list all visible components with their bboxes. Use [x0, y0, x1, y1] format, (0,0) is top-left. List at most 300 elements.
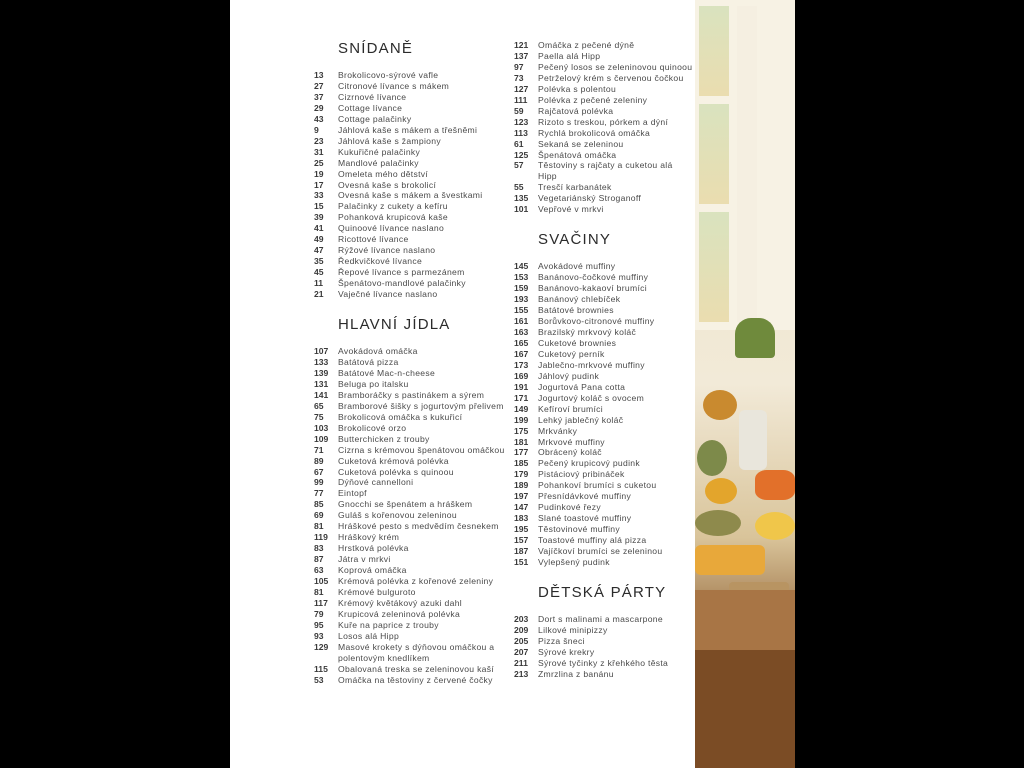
- milk-jar-decoration: [739, 410, 767, 470]
- recipe-entry: [514, 480, 694, 491]
- recipe-entry: [514, 404, 694, 415]
- recipe-title: Paella alá Hipp: [538, 50, 601, 61]
- recipe-entry: [314, 521, 514, 532]
- page-number: 203: [514, 613, 529, 624]
- recipe-entry: [314, 92, 514, 103]
- recipe-title: Banánovo-čočkové muffiny: [538, 272, 649, 283]
- page-number: 55: [514, 182, 524, 193]
- recipe-title: Hrstková polévka: [338, 543, 409, 554]
- recipe-entry: [314, 499, 514, 510]
- recipe-entry: [314, 598, 514, 609]
- recipe-title: Mrkvánky: [538, 425, 578, 436]
- recipe-title: Dýňové cannelloni: [338, 477, 414, 488]
- page-number: 195: [514, 524, 529, 535]
- recipe-title: Těstoviny s rajčaty a cuketou alá Hipp: [538, 160, 673, 182]
- recipe-title: Borůvkovo-citronové muffiny: [538, 316, 655, 327]
- page-number: 35: [314, 256, 324, 267]
- recipe-entry: [514, 117, 694, 128]
- page-number: 75: [314, 411, 324, 422]
- page-number: 141: [314, 389, 329, 400]
- page-number: 93: [314, 630, 324, 641]
- recipe-entry: [514, 458, 694, 469]
- recipe-title: Špenátovo-mandlové palačinky: [338, 278, 466, 289]
- page-number: 105: [314, 576, 329, 587]
- page-number: 169: [514, 370, 529, 381]
- recipe-entry: [314, 136, 514, 147]
- page-number: 133: [314, 356, 329, 367]
- plant-decoration: [735, 318, 775, 358]
- recipe-entry: [314, 445, 514, 456]
- recipe-entry: [514, 349, 694, 360]
- recipe-title: Cuketové brownies: [538, 337, 617, 348]
- recipe-title: Jogurtový koláč s ovocem: [538, 392, 645, 403]
- recipe-entry: [314, 401, 514, 412]
- recipe-title: Pohankoví brumíci s cuketou: [538, 480, 657, 491]
- page-number: 29: [314, 102, 324, 113]
- recipe-entry: [514, 393, 694, 404]
- recipe-title: Cizrnové lívance: [338, 91, 407, 102]
- orange-decoration: [705, 478, 737, 504]
- recipe-entry: [314, 158, 514, 169]
- recipe-title: Bramboráčky s pastinákem a sýrem: [338, 389, 485, 400]
- page-number: 121: [514, 40, 529, 50]
- recipe-entry: [314, 245, 514, 256]
- recipe-entry: [314, 278, 514, 289]
- page-number: 205: [514, 635, 529, 646]
- recipe-title: Rýžové lívance naslano: [338, 245, 436, 256]
- page-number: 189: [514, 480, 529, 491]
- index-section: [514, 584, 694, 680]
- recipe-title: Špenátová omáčka: [538, 149, 617, 160]
- page-number: 23: [314, 135, 324, 146]
- recipe-entry: [514, 415, 694, 426]
- recipe-entry: [314, 390, 514, 401]
- recipe-entry: [314, 576, 514, 587]
- recipe-entry: [514, 193, 694, 204]
- recipe-title: Jablečno-mrkvové muffiny: [538, 359, 645, 370]
- recipe-entry: [314, 289, 514, 300]
- recipe-entry: [314, 412, 514, 423]
- page-number: 165: [514, 337, 529, 348]
- recipe-entry: [314, 114, 514, 125]
- recipe-title: Cuketová polévka s quinoou: [338, 466, 454, 477]
- page-number: 153: [514, 272, 529, 283]
- recipe-list: [314, 70, 514, 300]
- section-heading: DĚTSKÁ PÁRTY: [538, 583, 667, 601]
- recipe-title: Hráškové pesto s medvědím česnekem: [338, 521, 499, 532]
- page-number: 139: [314, 367, 329, 378]
- table-top: [695, 590, 795, 650]
- page-number: 163: [514, 326, 529, 337]
- recipe-entry: [314, 201, 514, 212]
- recipe-title: Cizrna s krémovou špenátovou omáčkou: [338, 444, 505, 455]
- recipe-title: Omáčka na těstoviny z červené čočky: [338, 674, 493, 685]
- page-number: 37: [314, 91, 324, 102]
- page-number: 11: [314, 278, 324, 289]
- recipe-title: Vajíčkoví brumíci se zeleninou: [538, 546, 663, 557]
- page-number: 65: [314, 400, 324, 411]
- recipe-title: Ovesná kaše s mákem a švestkami: [338, 190, 483, 201]
- recipe-entry: [314, 456, 514, 467]
- recipe-title: Brokolicovo-sýrové vafle: [338, 70, 439, 80]
- recipe-title: Losos alá Hipp: [338, 630, 400, 641]
- section-heading: HLAVNÍ JÍDLA: [338, 316, 451, 334]
- page-number: 27: [314, 80, 324, 91]
- recipe-title: Butterchicken z trouby: [338, 433, 430, 444]
- page-number: 71: [314, 444, 324, 455]
- recipe-entry: [314, 675, 514, 686]
- recipe-entry: [514, 524, 694, 535]
- page-number: 95: [314, 619, 324, 630]
- page-number: 99: [314, 477, 324, 488]
- recipe-entry: [314, 642, 514, 664]
- recipe-entry: [514, 625, 694, 636]
- recipe-entry: [514, 426, 694, 437]
- page-number: 13: [314, 70, 324, 80]
- recipe-entry: [514, 272, 694, 283]
- page-number: 107: [314, 346, 329, 357]
- recipe-title: Palačinky z cukety a kefíru: [338, 201, 448, 212]
- page-number: 33: [314, 190, 324, 201]
- recipe-entry: [314, 256, 514, 267]
- recipe-title: Omeleta mého dětství: [338, 168, 429, 179]
- recipe-title: Pečený losos se zeleninovou quinoou: [538, 61, 693, 72]
- page-number: 87: [314, 554, 324, 565]
- recipe-entry: [314, 609, 514, 620]
- page-number: 125: [514, 149, 529, 160]
- recipe-entry: [314, 368, 514, 379]
- recipe-title: Ricottové lívance: [338, 234, 409, 245]
- recipe-title: Krémová polévka z kořenové zeleniny: [338, 576, 494, 587]
- page-number: 25: [314, 157, 324, 168]
- recipe-entry: [514, 535, 694, 546]
- recipe-entry: [314, 70, 514, 81]
- recipe-title: Krémové bulguroto: [338, 586, 416, 597]
- recipe-title: Řepové lívance s parmezánem: [338, 267, 465, 278]
- page-number: 89: [314, 455, 324, 466]
- recipe-title: Tresčí karbanátek: [538, 182, 612, 193]
- recipe-entry: [514, 182, 694, 193]
- recipe-entry: [514, 204, 694, 215]
- page-number: 79: [314, 608, 324, 619]
- page-number: 57: [514, 160, 524, 171]
- recipe-entry: [514, 294, 694, 305]
- recipe-title: Slané toastové muffiny: [538, 513, 632, 524]
- recipe-entry: [314, 267, 514, 278]
- recipe-title: Batátové brownies: [538, 305, 614, 316]
- section-spacer: [514, 215, 694, 231]
- lemons-decoration: [755, 512, 795, 540]
- recipe-title: Pohanková krupicová kaše: [338, 212, 448, 223]
- page-number: 199: [514, 414, 529, 425]
- recipe-title: Citronové lívance s mákem: [338, 80, 450, 91]
- recipe-title: Batátové Mac-n-cheese: [338, 367, 436, 378]
- recipe-entry: [514, 40, 694, 51]
- page-number: 183: [514, 513, 529, 524]
- recipe-title: Jáhlová kaše s mákem a třešněmi: [338, 124, 478, 135]
- page-number: 43: [314, 113, 324, 124]
- table-leg: [695, 650, 795, 768]
- recipe-entry: [514, 546, 694, 557]
- page-number: 21: [314, 289, 324, 300]
- page-number: 187: [514, 546, 529, 557]
- recipe-title: Vylepšený pudink: [538, 556, 610, 567]
- recipe-title: Ovesná kaše s brokolicí: [338, 179, 437, 190]
- recipe-entry: [314, 125, 514, 136]
- page-number: 45: [314, 267, 324, 278]
- recipe-title: Toastové muffiny alá pizza: [538, 535, 647, 546]
- page-number: 123: [514, 116, 529, 127]
- page-number: 129: [314, 641, 329, 652]
- recipe-title: Rychlá brokolicová omáčka: [538, 127, 651, 138]
- recipe-entry: [314, 510, 514, 521]
- recipe-title: Pudinkové řezy: [538, 502, 601, 513]
- recipe-list: [314, 346, 514, 686]
- recipe-title: Avokádové muffiny: [538, 261, 616, 272]
- recipe-title: Dort s malinami a mascarpone: [538, 613, 663, 624]
- recipe-title: Játra v mrkvi: [338, 554, 391, 565]
- recipe-title: Sýrové tyčinky z křehkého těsta: [538, 657, 669, 668]
- recipe-entry: [514, 557, 694, 568]
- recipe-title: Pistáciový pribináček: [538, 469, 625, 480]
- page-number: 145: [514, 261, 529, 272]
- page-number: 19: [314, 168, 324, 179]
- recipe-title: Omáčka z pečené dýně: [538, 40, 635, 50]
- recipe-title: Těstovinové muffiny: [538, 524, 620, 535]
- recipe-entry: [314, 543, 514, 554]
- recipe-entry: [514, 447, 694, 458]
- page-number: 131: [314, 378, 329, 389]
- page-number: 101: [514, 204, 529, 215]
- page-number: 63: [314, 565, 324, 576]
- page-number: 179: [514, 469, 529, 480]
- pumpkin-decoration: [703, 390, 737, 420]
- recipe-title: Hráškový krém: [338, 532, 400, 543]
- page-number: 175: [514, 425, 529, 436]
- recipe-title: Vepřové v mrkvi: [538, 204, 604, 215]
- recipe-entry: [314, 103, 514, 114]
- recipe-entry: [514, 658, 694, 669]
- recipe-title: Petrželový krém s červenou čočkou: [538, 72, 684, 83]
- recipe-entry: [514, 84, 694, 95]
- page-number: 213: [514, 668, 529, 679]
- page-number: 73: [514, 72, 524, 83]
- recipe-list: [514, 40, 694, 215]
- page-number: 47: [314, 245, 324, 256]
- recipe-entry: [514, 316, 694, 327]
- recipe-title: Guláš s kořenovou zeleninou: [338, 510, 457, 521]
- recipe-entry: [514, 647, 694, 658]
- recipe-title: Quinoové lívance naslano: [338, 223, 445, 234]
- window-pane: [699, 6, 729, 96]
- recipe-title: Jáhlová kaše s žampiony: [338, 135, 441, 146]
- window-pane: [699, 212, 729, 322]
- recipe-entry: [314, 620, 514, 631]
- recipe-entry: [514, 128, 694, 139]
- recipe-title: Mandlové palačinky: [338, 157, 419, 168]
- recipe-entry: [314, 212, 514, 223]
- recipe-title: Zmrzlina z banánu: [538, 668, 614, 679]
- recipe-entry: [514, 139, 694, 150]
- recipe-title: Banánovo-kakaoví brumíci: [538, 283, 647, 294]
- page-number: 103: [314, 422, 329, 433]
- page-number: 157: [514, 535, 529, 546]
- page-number: 159: [514, 283, 529, 294]
- window-pane: [699, 104, 729, 204]
- recipe-title: Rajčatová polévka: [538, 105, 614, 116]
- index-column-right: [514, 40, 694, 680]
- page-number: 161: [514, 316, 529, 327]
- recipe-title: Ředkvičkové lívance: [338, 256, 423, 267]
- page-number: 197: [514, 491, 529, 502]
- recipe-entry: [314, 234, 514, 245]
- recipe-entry: [314, 664, 514, 675]
- recipe-entry: [514, 382, 694, 393]
- recipe-entry: [514, 469, 694, 480]
- recipe-title: Pizza šneci: [538, 635, 585, 646]
- cake-decoration: [695, 545, 765, 575]
- page-number: 53: [314, 674, 324, 685]
- recipe-title: Gnocchi se špenátem a hráškem: [338, 499, 473, 510]
- recipe-title: Beluga po italsku: [338, 378, 409, 389]
- recipe-entry: [514, 338, 694, 349]
- recipe-entry: [514, 437, 694, 448]
- recipe-entry: [514, 491, 694, 502]
- index-section: [314, 40, 514, 300]
- recipe-entry: [514, 305, 694, 316]
- page-number: 31: [314, 146, 324, 157]
- recipe-entry: [514, 327, 694, 338]
- recipe-entry: [514, 62, 694, 73]
- page-number: 151: [514, 556, 529, 567]
- section-spacer: [514, 568, 694, 584]
- page-number: 109: [314, 433, 329, 444]
- page-number: 83: [314, 543, 324, 554]
- recipe-title: Brokolicová omáčka s kukuřicí: [338, 411, 463, 422]
- recipe-title: Krupicová zeleninová polévka: [338, 608, 461, 619]
- page-number: 211: [514, 657, 528, 668]
- recipe-entry: [514, 160, 694, 182]
- recipe-entry: [314, 565, 514, 576]
- page-number: 97: [514, 61, 524, 72]
- page-number: 61: [514, 138, 524, 149]
- page-number: 115: [314, 663, 328, 674]
- recipe-entry: [514, 261, 694, 272]
- kitchen-photo: [695, 0, 795, 768]
- recipe-title: Sekaná se zeleninou: [538, 138, 624, 149]
- page-number: 41: [314, 223, 324, 234]
- page-number: 185: [514, 458, 529, 469]
- page-number: 209: [514, 624, 529, 635]
- recipe-title: Cottage palačinky: [338, 113, 412, 124]
- recipe-title: Brokolicové orzo: [338, 422, 407, 433]
- recipe-entry: [514, 283, 694, 294]
- page-number: 191: [514, 381, 529, 392]
- page-number: 117: [314, 597, 328, 608]
- recipe-entry: [314, 631, 514, 642]
- page-number: 177: [514, 447, 529, 458]
- page-number: 207: [514, 646, 529, 657]
- section-spacer: [314, 300, 514, 316]
- page-number: 193: [514, 294, 529, 305]
- index-section: [314, 316, 514, 686]
- recipe-title: Sýrové krekry: [538, 646, 595, 657]
- recipe-entry: [514, 371, 694, 382]
- page-number: 17: [314, 179, 324, 190]
- recipe-title: Obrácený koláč: [538, 447, 602, 458]
- recipe-list: [514, 261, 694, 568]
- page-number: 59: [514, 105, 524, 116]
- recipe-title: Krémový květákový azuki dahl: [338, 597, 462, 608]
- recipe-title: Pečený krupicový pudink: [538, 458, 640, 469]
- recipe-entry: [314, 180, 514, 191]
- recipe-title: Koprová omáčka: [338, 565, 407, 576]
- recipe-entry: [314, 477, 514, 488]
- recipe-entry: [514, 360, 694, 371]
- recipe-title: Avokádová omáčka: [338, 346, 418, 357]
- carrots-decoration: [755, 470, 795, 500]
- recipe-title: Přesnídávkové muffiny: [538, 491, 632, 502]
- page-number: 81: [314, 586, 324, 597]
- page-number: 81: [314, 521, 324, 532]
- page-number: 67: [314, 466, 324, 477]
- recipe-entry: [314, 554, 514, 565]
- recipe-entry: [314, 147, 514, 158]
- page-number: 9: [314, 124, 319, 135]
- recipe-title: Vaječné lívance naslano: [338, 289, 438, 300]
- recipe-entry: [514, 669, 694, 680]
- recipe-title: Eintopf: [338, 488, 367, 499]
- recipe-title: Masové krokety s dýňovou omáčkou a polentovým knedlíkem: [338, 641, 495, 663]
- recipe-entry: [514, 95, 694, 106]
- recipe-title: Brazilský mrkvový koláč: [538, 326, 637, 337]
- index-section: [514, 231, 694, 568]
- page-number: 77: [314, 488, 324, 499]
- recipe-title: Cuketový perník: [538, 348, 605, 359]
- page-number: 69: [314, 510, 324, 521]
- recipe-entry: [314, 423, 514, 434]
- page-number: 85: [314, 499, 324, 510]
- recipe-entry: [314, 223, 514, 234]
- recipe-entry: [514, 513, 694, 524]
- recipe-entry: [514, 73, 694, 84]
- index-section: [514, 40, 694, 215]
- page-number: 155: [514, 305, 529, 316]
- page-number: 137: [514, 50, 529, 61]
- recipe-list: [514, 614, 694, 680]
- page-number: 147: [514, 502, 529, 513]
- recipe-title: Bramborové šišky s jogurtovým přelivem: [338, 400, 504, 411]
- window-pane: [737, 6, 757, 322]
- page-number: 135: [514, 193, 529, 204]
- page-number: 15: [314, 201, 324, 212]
- recipe-title: Kefíroví brumíci: [538, 403, 603, 414]
- recipe-title: Obalovaná treska se zeleninovou kaší: [338, 663, 495, 674]
- recipe-entry: [514, 502, 694, 513]
- recipe-title: Lehký jablečný koláč: [538, 414, 624, 425]
- recipe-title: Batátová pizza: [338, 356, 399, 367]
- page-number: 171: [514, 392, 529, 403]
- page-number: 167: [514, 348, 529, 359]
- recipe-entry: [314, 379, 514, 390]
- recipe-title: Vegetariánský Stroganoff: [538, 193, 642, 204]
- recipe-title: Rizoto s treskou, pórkem a dýní: [538, 116, 669, 127]
- recipe-entry: [314, 81, 514, 92]
- recipe-title: Lilkové minipizzy: [538, 624, 608, 635]
- recipe-title: Polévka s polentou: [538, 83, 617, 94]
- section-heading: SNÍDANĚ: [338, 40, 414, 57]
- bowl-decoration: [695, 510, 741, 536]
